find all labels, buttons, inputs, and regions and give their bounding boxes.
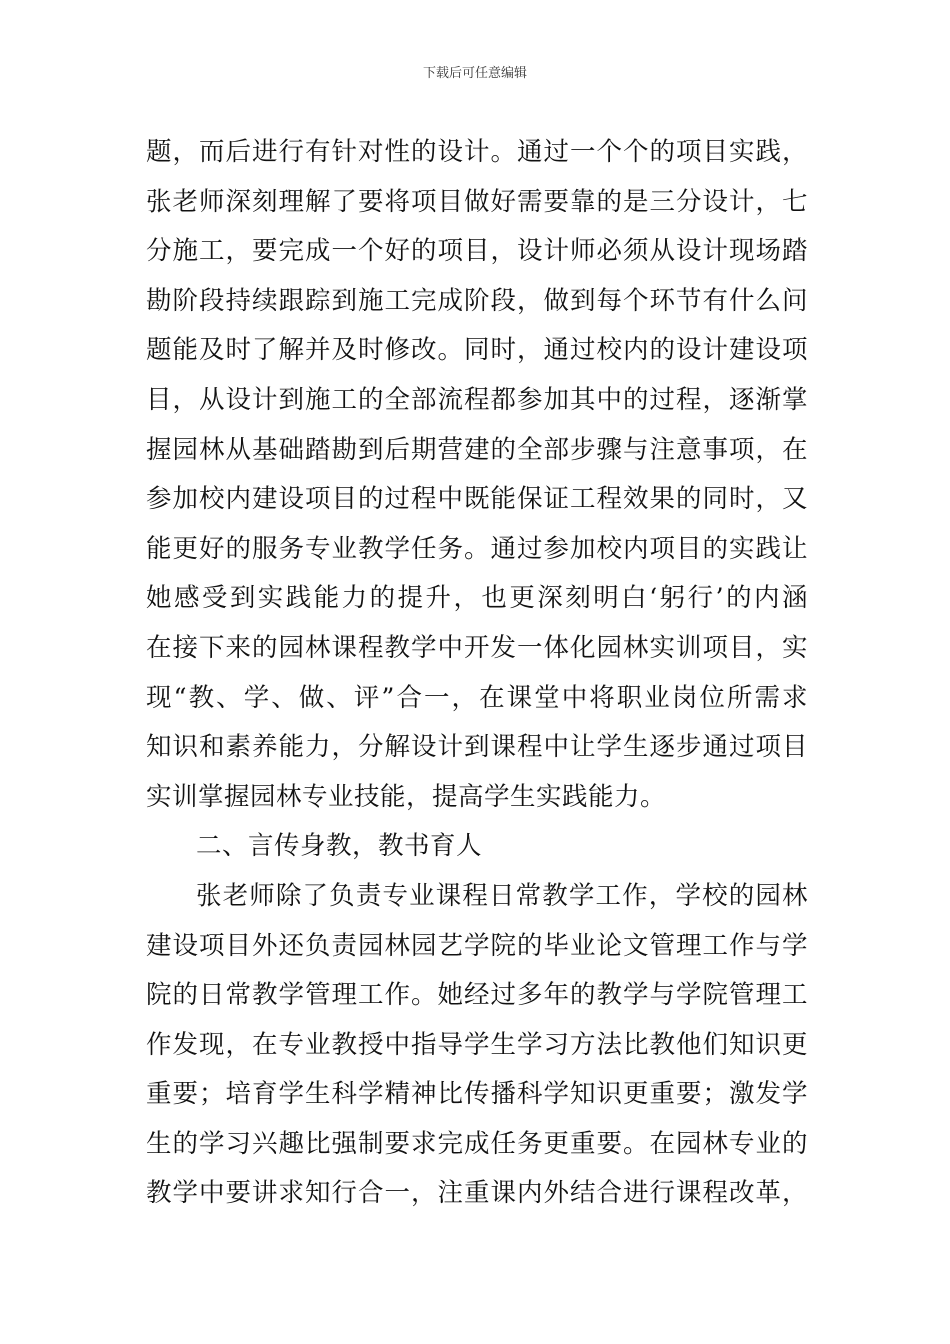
text-line: 现“教、学、做、评”合一，在课堂中将职业岗位所需求 — [146, 682, 808, 713]
page-header: 下载后可任意编辑 — [422, 66, 527, 81]
text-line: 能更好的服务专业教学任务。通过参加校内项目的实践让 — [146, 533, 808, 564]
text-line: 张老师除了负责专业课程日常教学工作，学校的园林 — [196, 880, 808, 911]
text-line: 题能及时了解并及时修改。同时，通过校内的设计建设项 — [146, 335, 808, 366]
document-body — [146, 128, 808, 1219]
text-line: 握园林从基础踏勘到后期营建的全部步骤与注意事项，在 — [146, 434, 808, 465]
text-line: 她感受到实践能力的提升，也更深刻明白‘躬行’的内涵 — [146, 583, 808, 614]
text-line: 院的日常教学管理工作。她经过多年的教学与学院管理工 — [146, 980, 808, 1011]
text-line: 分施工，要完成一个好的项目，设计师必须从设计现场踏 — [146, 236, 808, 267]
text-line: 建设项目外还负责园林园艺学院的毕业论文管理工作与学 — [146, 930, 808, 961]
text-line: 作发现，在专业教授中指导学生学习方法比教他们知识更 — [146, 1029, 808, 1060]
text-line: 生的学习兴趣比强制要求完成任务更重要。在园林专业的 — [146, 1128, 808, 1159]
text-line: 在接下来的园林课程教学中开发一体化园林实训项目，实 — [146, 632, 808, 663]
text-line: 教学中要讲求知行合一，注重课内外结合进行课程改革， — [146, 1178, 808, 1209]
text-line: 勘阶段持续跟踪到施工完成阶段，做到每个环节有什么问 — [146, 285, 808, 316]
text-line: 实训掌握园林专业技能，提高学生实践能力。 — [146, 781, 667, 812]
text-line: 张老师深刻理解了要将项目做好需要靠的是三分设计，七 — [146, 186, 808, 217]
text-line: 目，从设计到施工的全部流程都参加其中的过程，逐渐掌 — [146, 384, 808, 415]
text-line: 题，而后进行有针对性的设计。通过一个个的项目实践， — [146, 137, 808, 167]
text-line: 重要；培育学生科学精神比传播科学知识更重要；激发学 — [146, 1079, 808, 1110]
text-line: 参加校内建设项目的过程中既能保证工程效果的同时，又 — [146, 484, 808, 515]
section-heading: 二、言传身教，教书育人 — [196, 831, 483, 862]
text-line: 知识和素养能力，分解设计到课程中让学生逐步通过项目 — [146, 732, 808, 763]
